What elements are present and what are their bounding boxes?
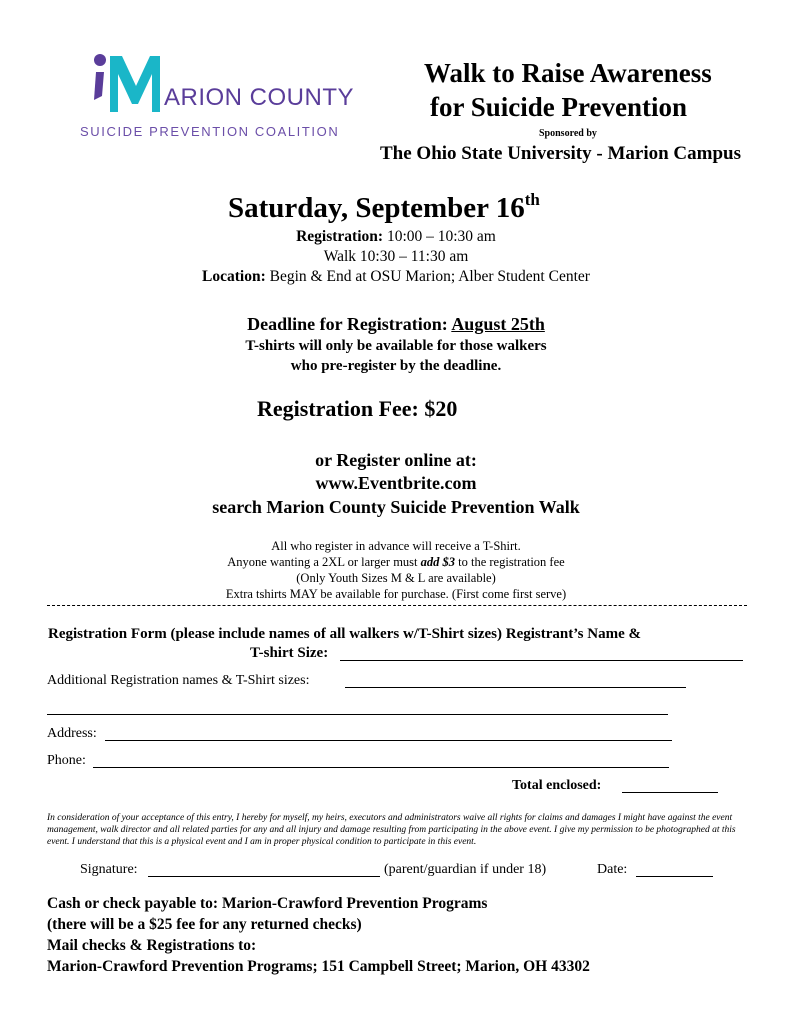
payment-line-4: Marion-Crawford Prevention Programs; 151 Campbell Street; Marion, OH 43302 bbox=[47, 958, 590, 975]
event-date-suffix: th bbox=[524, 190, 540, 209]
online-url: www.Eventbrite.com bbox=[315, 473, 477, 493]
registration-time-value: 10:00 – 10:30 am bbox=[383, 228, 496, 245]
additional-names-label: Additional Registration names & T-Shirt sizes: bbox=[47, 673, 310, 688]
location bbox=[0, 268, 792, 286]
total-enclosed-label: Total enclosed: bbox=[512, 778, 602, 793]
sponsor-name: The Ohio State University - Marion Campus bbox=[380, 143, 741, 164]
date-label: Date: bbox=[597, 862, 628, 877]
payment-line-1: Cash or check payable to: Marion-Crawford Prevention Programs bbox=[47, 895, 488, 912]
registration-label: Registration: bbox=[296, 228, 384, 245]
sponsored-by-label: Sponsored by bbox=[539, 128, 597, 139]
registration-time bbox=[0, 228, 792, 246]
payment-line-3: Mail checks & Registrations to: bbox=[47, 937, 257, 954]
walk-time: Walk 10:30 – 11:30 am bbox=[323, 248, 469, 265]
registrant-name-field[interactable] bbox=[340, 645, 743, 661]
logo-subtitle: SUICIDE PREVENTION COALITION bbox=[80, 124, 340, 139]
tshirt-info-3: (Only Youth Sizes M & L are available) bbox=[296, 571, 496, 585]
waiver-text: In consideration of your acceptance of this entry, I hereby for myself, my heirs, executors and administrators waive all rights for claims and damages I might have against the event management, walk director and all related parties for any and all injury and damage resulting from participating in the above event. I give my permission to be photographed at this event. I understand that this is a physical event and I am in proper physical condition to participate in this event. bbox=[47, 813, 736, 847]
additional-names-field-2[interactable] bbox=[47, 699, 668, 715]
online-line-1: or Register online at: bbox=[315, 450, 477, 470]
tshirt-info-2-post: to the registration fee bbox=[455, 555, 565, 569]
date-field[interactable] bbox=[636, 861, 713, 877]
tshirt-info-2 bbox=[0, 555, 792, 570]
registration-fee: Registration Fee: $20 bbox=[257, 396, 458, 421]
location-label: Location: bbox=[202, 268, 266, 285]
deadline-note-2: who pre-register by the deadline. bbox=[290, 358, 502, 374]
tshirt-info-2-emphasis: add $3 bbox=[420, 555, 456, 569]
additional-names-field[interactable] bbox=[345, 672, 686, 688]
form-heading: Registration Form (please include names of all walkers w/T-Shirt sizes) Registrant’s Name & bbox=[48, 626, 641, 642]
deadline-label: Deadline for Registration: bbox=[247, 314, 452, 334]
phone-field[interactable] bbox=[93, 752, 669, 768]
tshirt-info-2-pre: Anyone wanting a 2XL or larger must bbox=[227, 555, 421, 569]
title-line-1: Walk to Raise Awareness bbox=[424, 58, 712, 88]
payment-line-2: (there will be a $25 fee for any returned checks) bbox=[47, 916, 362, 933]
coalition-logo-mark bbox=[92, 50, 162, 116]
tshirt-info-4: Extra tshirts MAY be available for purchase. (First come first serve) bbox=[225, 587, 567, 601]
guardian-note: (parent/guardian if under 18) bbox=[384, 862, 547, 877]
form-heading-tshirt: T-shirt Size: bbox=[250, 645, 329, 661]
deadline bbox=[0, 314, 792, 335]
cut-line bbox=[47, 605, 747, 606]
tshirt-info-1: All who register in advance will receive a T-Shirt. bbox=[271, 539, 521, 553]
signature-label: Signature: bbox=[80, 862, 138, 877]
deadline-date: August 25th bbox=[451, 314, 545, 334]
total-enclosed-field[interactable] bbox=[622, 777, 718, 793]
deadline-note-1: T-shirts will only be available for those walkers bbox=[245, 338, 547, 354]
event-date-main: Saturday, September 16 bbox=[228, 192, 525, 224]
title-line-2: for Suicide Prevention bbox=[430, 92, 687, 122]
event-date bbox=[228, 192, 540, 225]
address-field[interactable] bbox=[105, 725, 672, 741]
location-value: Begin & End at OSU Marion; Alber Student Center bbox=[265, 268, 590, 285]
logo-name: ARION COUNTY bbox=[164, 84, 355, 111]
phone-label: Phone: bbox=[47, 753, 86, 768]
online-search: search Marion County Suicide Prevention Walk bbox=[212, 497, 580, 517]
address-label: Address: bbox=[47, 726, 97, 741]
signature-field[interactable] bbox=[148, 861, 380, 877]
